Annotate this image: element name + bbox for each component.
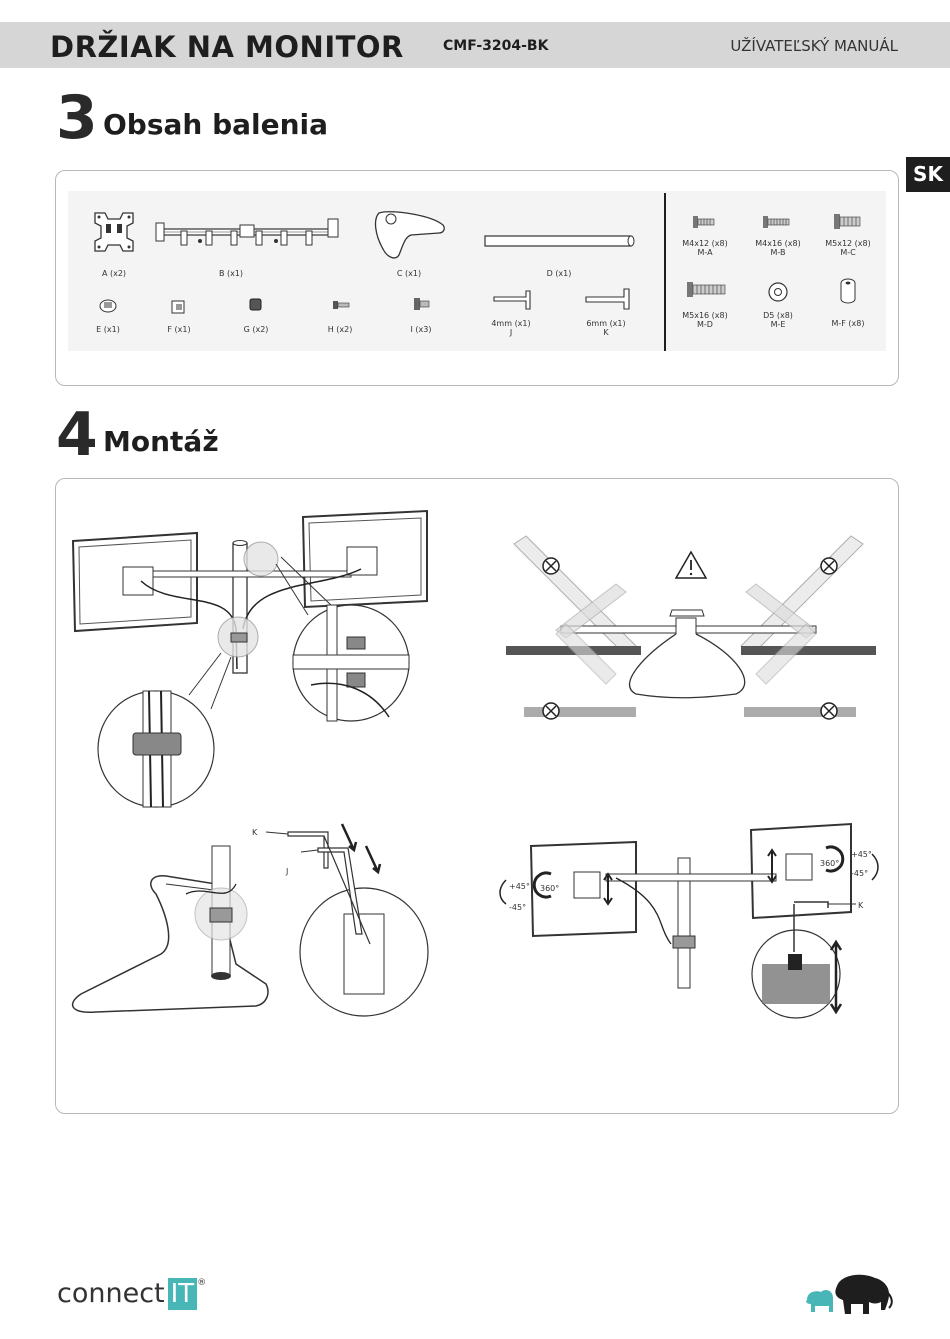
callout-k-bottom: K — [858, 901, 864, 910]
screw-label-mb-sub: M-B — [770, 248, 786, 257]
screw-label-ma: M4x12 (x8) — [682, 239, 728, 248]
tilt-rotate-illustration — [496, 824, 881, 1039]
callout-tilt-down-left: -45° — [509, 903, 527, 912]
part-label-k: 6mm (x1) — [586, 319, 626, 328]
screw-label-me: D5 (x8) — [763, 311, 793, 320]
pole-icon — [484, 233, 636, 249]
screw-label-me-sub: M-E — [770, 320, 786, 329]
logo-text: connect — [57, 1278, 165, 1309]
screw-md-icon — [686, 281, 728, 299]
screw-h-icon — [332, 299, 352, 311]
part-label-b: B (x1) — [218, 269, 244, 278]
assembly-panel — [55, 478, 899, 1114]
part-label-d: D (x1) — [546, 269, 572, 278]
screw-label-ma-sub: M-A — [697, 248, 713, 257]
part-label-c: C (x1) — [396, 269, 422, 278]
base-mounting-illustration — [66, 824, 446, 1034]
nut-g-icon — [248, 297, 264, 313]
part-label-f: F (x1) — [167, 325, 191, 334]
screw-mb-icon — [762, 215, 792, 229]
callout-rotate-right: 360° — [820, 859, 840, 868]
screw-label-mb: M4x16 (x8) — [755, 239, 801, 248]
arm-assembly-icon — [156, 211, 341, 256]
swivel-range-illustration — [496, 534, 881, 724]
part-label-e: E (x1) — [96, 325, 120, 334]
logo-registered-mark: ® — [197, 1278, 207, 1288]
logo-it-box: IT — [168, 1278, 198, 1310]
part-label-j: 4mm (x1) — [491, 319, 531, 328]
parts-panel — [55, 170, 899, 386]
product-code: CMF-3204-BK — [443, 38, 549, 54]
screw-label-mc-sub: M-C — [840, 248, 856, 257]
callout-tilt-up-left: +45° — [509, 882, 530, 891]
callout-tilt-down-right: -45° — [851, 869, 869, 878]
section-4-title: Montáž — [103, 425, 219, 458]
parts-divider — [664, 193, 666, 351]
connect-it-logo — [57, 1278, 206, 1310]
section-3-number: 3 — [56, 83, 98, 153]
part-label-g: G (x2) — [243, 325, 269, 334]
screw-ma-icon — [692, 215, 718, 229]
cable-clip-f-icon — [170, 299, 188, 315]
header-bar — [0, 22, 950, 68]
screw-label-mc: M5x12 (x8) — [825, 239, 871, 248]
screw-mc-icon — [833, 213, 863, 231]
section-4-number: 4 — [56, 400, 98, 470]
section-3-title: Obsah balenia — [103, 108, 329, 141]
spacer-mf-icon — [838, 278, 858, 304]
hex-key-4mm-icon — [492, 289, 536, 313]
part-label-h: H (x2) — [327, 325, 353, 334]
callout-tilt-up-right: +45° — [851, 850, 872, 859]
screw-i-icon — [413, 297, 431, 311]
part-label-j-sub: J — [509, 328, 513, 337]
manual-label: UŽÍVATEĽSKÝ MANUÁL — [730, 37, 898, 55]
screw-label-mf: M-F (x8) — [831, 319, 865, 328]
part-label-i: I (x3) — [410, 325, 432, 334]
cable-management-illustration — [71, 509, 471, 809]
vesa-plate-icon — [91, 209, 137, 255]
desk-base-icon — [371, 209, 451, 261]
part-label-a: A (x2) — [101, 269, 127, 278]
washer-me-icon — [767, 281, 789, 303]
cable-clip-e-icon — [98, 298, 118, 314]
callout-j: J — [286, 867, 289, 876]
screw-label-md-sub: M-D — [697, 320, 713, 329]
callout-rotate-left: 360° — [540, 884, 560, 893]
elephants-logo-icon — [803, 1270, 895, 1316]
part-label-k-sub: K — [603, 328, 609, 337]
hex-key-6mm-icon — [584, 287, 632, 313]
language-tab: SK — [906, 157, 950, 192]
screw-label-md: M5x16 (x8) — [682, 311, 728, 320]
document-title: DRŽIAK NA MONITOR — [50, 30, 404, 64]
callout-k-top: K — [252, 828, 258, 837]
